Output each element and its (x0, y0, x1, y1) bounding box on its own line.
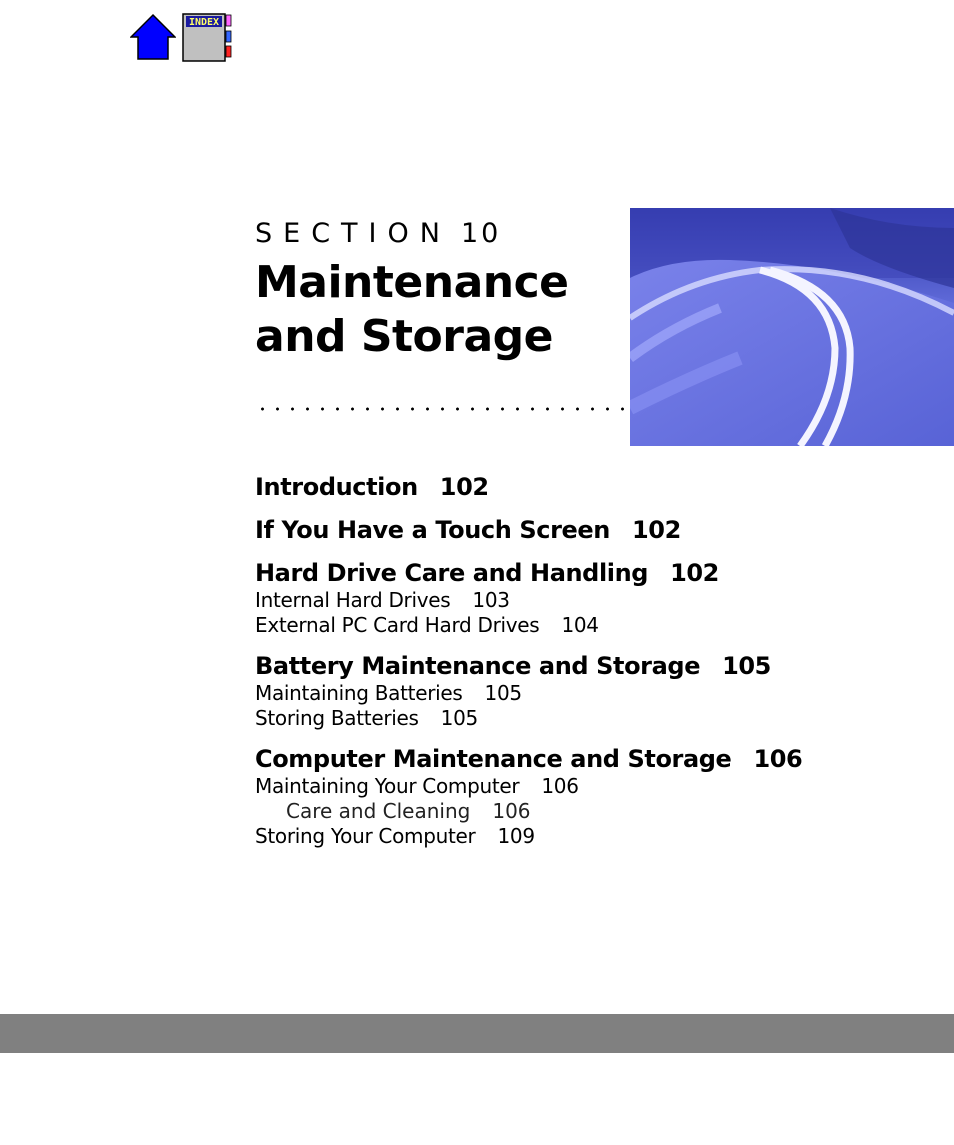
section-label (255, 218, 501, 249)
toc-page-number: 105 (484, 681, 522, 705)
toc-page-number: 106 (753, 745, 803, 773)
toc-entry-label: Storing Batteries (255, 706, 419, 730)
toc-page-number: 102 (670, 559, 719, 587)
toc-page-number: 105 (440, 706, 478, 730)
road-photo (630, 208, 954, 446)
toc-page-number: 103 (472, 588, 510, 612)
index-icon[interactable] (182, 13, 232, 62)
toc-group-computer (255, 744, 905, 849)
toc-entry-label: Maintaining Batteries (255, 681, 463, 705)
toc-subentry-maintaining-computer[interactable] (255, 774, 905, 799)
toc-subentry-storing-computer[interactable] (255, 824, 905, 849)
toc-subentry-care-cleaning[interactable] (255, 799, 905, 824)
toc-entry-computer[interactable] (255, 744, 905, 774)
toc-entry-label: Computer Maintenance and Storage (255, 745, 732, 773)
toc-subentry-maintaining-batteries[interactable] (255, 681, 905, 706)
toc-entry-label: Internal Hard Drives (255, 588, 451, 612)
home-icon[interactable] (130, 13, 176, 61)
toc-page-number: 102 (631, 516, 681, 544)
toc-page-number: 105 (722, 652, 771, 680)
footer-bar (0, 1014, 954, 1053)
toc-entry-label: Storing Your Computer (255, 824, 476, 848)
toc-entry-label: Battery Maintenance and Storage (255, 652, 701, 680)
toc-page-number: 106 (492, 799, 531, 823)
index-label: INDEX (188, 17, 220, 28)
toc-entry-touch-screen[interactable] (255, 515, 905, 545)
chapter-title: Maintenance and Storage (255, 257, 569, 362)
toc-page-number: 109 (497, 824, 535, 848)
toc-group-hard-drive (255, 558, 905, 638)
toc-group-battery (255, 651, 905, 731)
toc-entry-label: Care and Cleaning (286, 799, 471, 823)
toc-subentry-external-pc-card[interactable] (255, 613, 905, 638)
toc-entry-label: External PC Card Hard Drives (255, 613, 540, 637)
toc-entry-label: Maintaining Your Computer (255, 774, 520, 798)
dotted-divider (255, 404, 627, 414)
toc-page-number: 106 (541, 774, 579, 798)
toc-entry-hard-drive[interactable] (255, 558, 905, 588)
toc-page-number: 104 (561, 613, 599, 637)
toc-entry-battery[interactable] (255, 651, 905, 681)
toc-entry-label: If You Have a Touch Screen (255, 516, 610, 544)
toc-subentry-internal-hard-drives[interactable] (255, 588, 905, 613)
toc-page-number: 102 (439, 473, 489, 501)
toc-entry-label: Hard Drive Care and Handling (255, 559, 649, 587)
section-number: 10 (460, 218, 502, 249)
table-of-contents (255, 472, 905, 862)
toc-subentry-storing-batteries[interactable] (255, 706, 905, 731)
toc-entry-introduction[interactable] (255, 472, 905, 502)
toc-entry-label: Introduction (255, 473, 418, 501)
section-word: SECTION (255, 218, 451, 249)
